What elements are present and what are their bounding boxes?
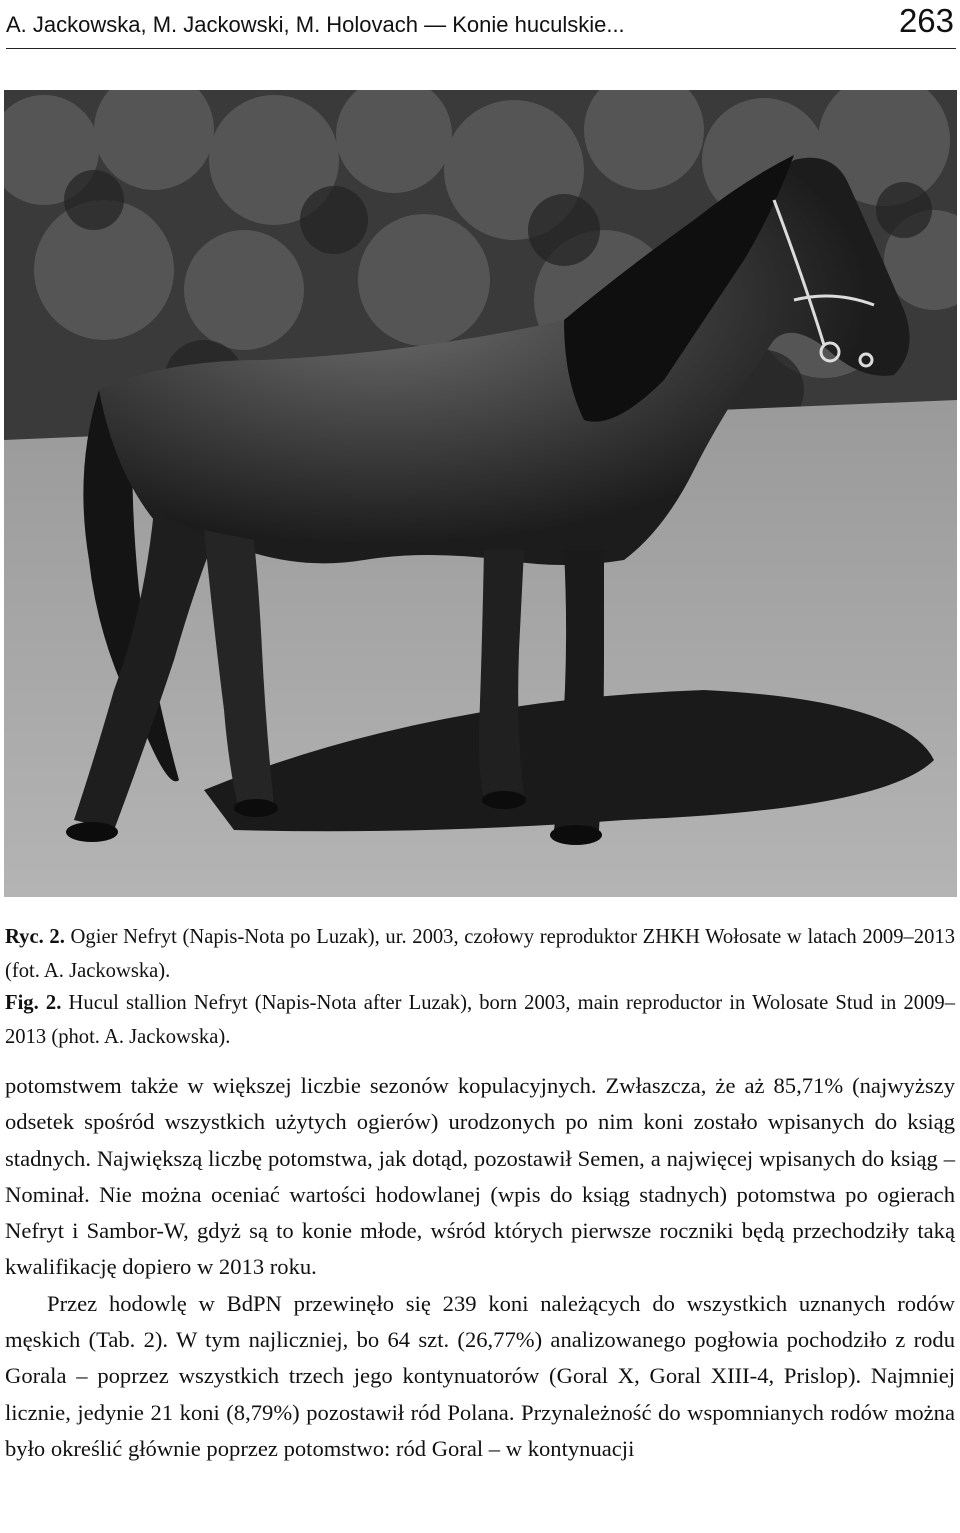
body-paragraph: potomstwem także w większej liczbie sezonów kopulacyjnych. Zwłaszcza, że aż 85,71% (najwyższy odsetek spośród wszystkich użytych ogierów) urodzonych po nim koni zostało wpisanych do ksiąg stadnych. Największą liczbę potomstwa, jak dotąd, pozostawił Semen, a najwięcej wpisanych do ksiąg – Nominał. Nie można oceniać wartości hodowlanej (wpis do ksiąg stadnych) potomstwa po ogierach Nefryt i Sambor-W, gdyż są to konie młode, wśród których pierwsze roczniki będą przechodziły taką kwalifikację dopiero w 2013 roku. <box>5 1073 955 1280</box>
fore-leg-left <box>479 550 524 800</box>
caption-text-en: Hucul stallion Nefryt (Napis-Nota after Luzak), born 2003, main reproductor in Wolosate Stud in 2009–2013 (phot. A. Jackowska). <box>5 992 955 1048</box>
caption-label-en: Fig. 2. <box>5 992 62 1014</box>
caption-label-pl: Ryc. 2. <box>5 926 65 948</box>
caption-text-pl: Ogier Nefryt (Napis-Nota po Luzak), ur. 2003, czołowy reproduktor ZHKH Wołosate w latach 2009–2013 (fot. A. Jackowska). <box>5 926 955 982</box>
running-head: A. Jackowska, M. Jackowski, M. Holovach — Konie huculskie... <box>6 12 625 37</box>
figure-caption-polish <box>5 920 955 988</box>
figure-photo-hucul-stallion <box>4 90 957 897</box>
body-text <box>5 1068 955 1467</box>
body-paragraph: Przez hodowlę w BdPN przewinęło się 239 koni należących do wszystkich uznanych rodów męskich (Tab. 2). W tym najliczniej, bo 64 szt. (26,77%) analizowanego pogłowia pochodziło z rodu Gorala – poprzez wszystkich trzech jego kontynuatorów (Goral X, Goral XIII-4, Prislop). Najmniej licznie, jedynie 21 koni (8,79%) pozostawił ród Polana. Przynależność do wspomnianych rodów można było określić głównie poprzez potomstwo: ród Goral – w kontynuacji <box>5 1290 955 1461</box>
figure-caption-english <box>5 986 955 1054</box>
page-header <box>6 0 956 49</box>
horse-photo <box>4 90 957 897</box>
page-number: 263 <box>898 2 954 39</box>
